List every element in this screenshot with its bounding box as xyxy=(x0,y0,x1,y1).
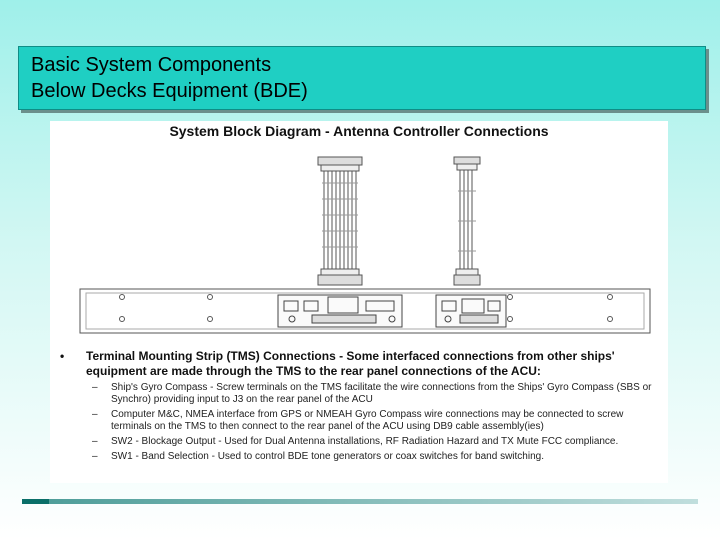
footer-bar xyxy=(22,499,698,504)
sub-item-text: SW1 - Band Selection - Used to control BDE tone generators or coax switches for band switching. xyxy=(111,451,544,462)
sub-item-text: SW2 - Blockage Output - Used for Dual Antenna installations, RF Radiation Hazard and TX Mute FCC compliance. xyxy=(111,436,619,447)
sub-item-computer: – Computer M&C, NMEA interface from GPS or NMEAH Gyro Compass wire connections may be connected to screw terminals on the TMS to then connect to the rear panel of the ACU using DB9 cable assembly(ies) xyxy=(92,409,624,432)
block-diagram-document xyxy=(50,121,668,483)
slide-title-line1: Basic System Components xyxy=(31,54,272,76)
right-cable-bundle xyxy=(454,157,480,285)
right-terminal-mounting-strip xyxy=(436,295,506,327)
left-terminal-mounting-strip xyxy=(278,295,402,327)
left-cable-bundle xyxy=(318,157,362,285)
sub-item-text: Ship's Gyro Compass - Screw terminals on the TMS facilitate the wire connections from the Ships' Gyro Compass (SBS or Synchro) providing input to J3 on the rear panel of the ACU xyxy=(111,382,652,405)
tms-bullet xyxy=(56,349,662,379)
sub-item-text: Computer M&C, NMEA interface from GPS or NMEAH Gyro Compass wire connections may be connected to screw terminals on the TMS to then connect to the rear panel of the ACU using DB9 cable assembly(ies) xyxy=(111,409,624,432)
sub-item-sw1: – SW1 - Band Selection - Used to control BDE tone generators or coax switches for band switching. xyxy=(92,451,544,462)
bullet-dot: • xyxy=(60,349,65,363)
slide-title-line2: Below Decks Equipment (BDE) xyxy=(31,80,308,102)
sub-item-gyro: – Ship's Gyro Compass - Screw terminals on the TMS facilitate the wire connections from the Ships' Gyro Compass (SBS or Synchro) providing input to J3 on the rear panel of the ACU xyxy=(92,382,652,405)
sub-item-sw2: – SW2 - Blockage Output - Used for Dual Antenna installations, RF Radiation Hazard and TX Mute FCC compliance. xyxy=(92,436,619,447)
slide-title-box xyxy=(18,46,706,110)
bullet-list xyxy=(56,349,662,463)
diagram-heading: System Block Diagram - Antenna Controller Connections xyxy=(169,123,549,139)
acu-connection-diagram xyxy=(50,141,668,341)
tms-bullet-text: Terminal Mounting Strip (TMS) Connections - Some interfaced connections from other ships' equipment are made through the TMS to the rear panel connections of the ACU: xyxy=(86,349,615,378)
